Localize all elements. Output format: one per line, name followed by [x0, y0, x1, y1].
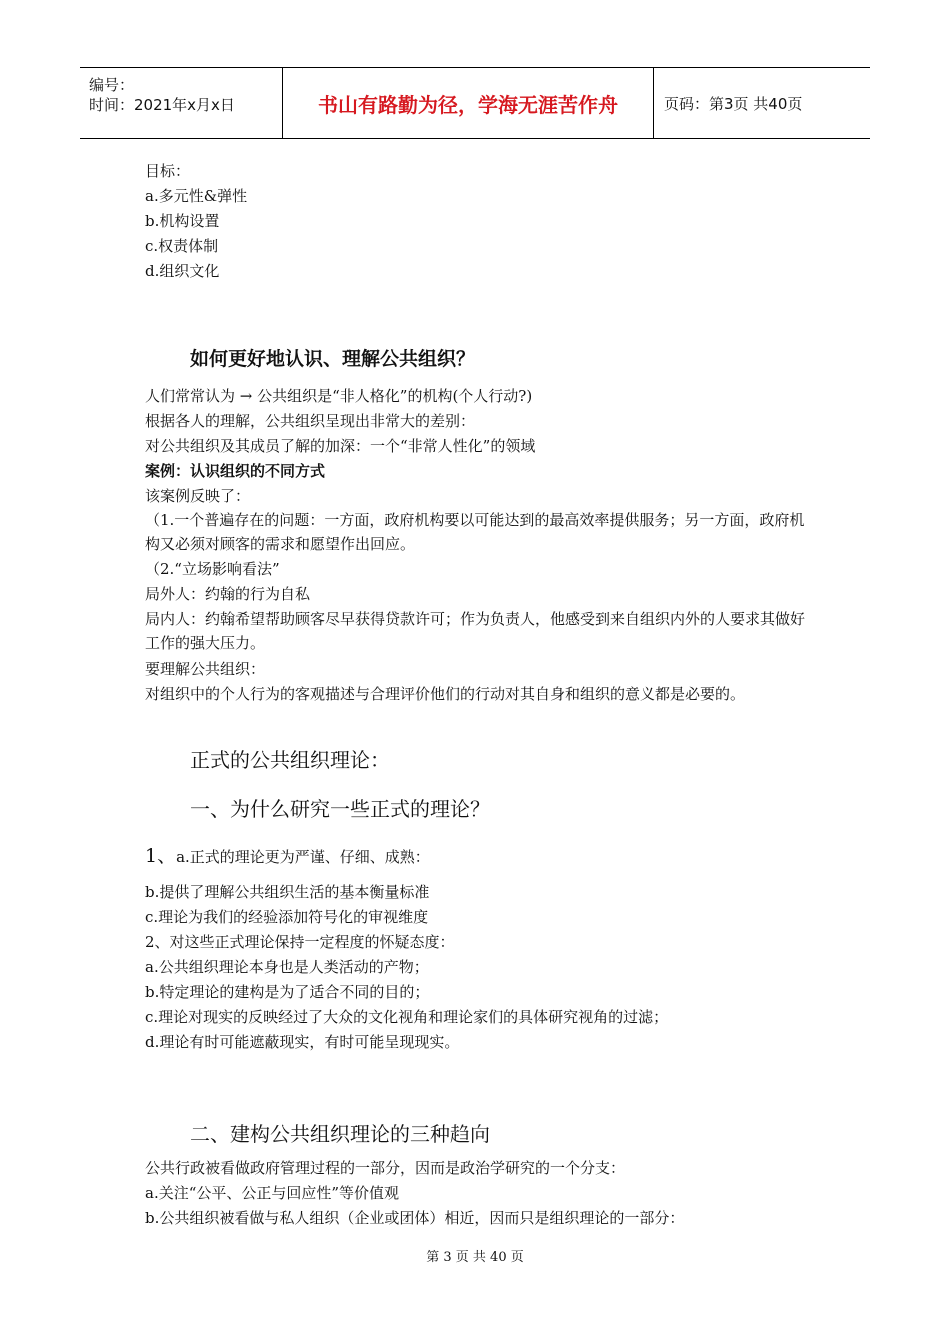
paragraph: 局外人：约翰的行为自私 [145, 585, 311, 603]
header-meta-cell [80, 68, 283, 138]
list-item: b.特定理论的建构是为了适合不同的目的； [145, 983, 430, 1001]
section-heading: 如何更好地认识、理解公共组织？ [190, 348, 476, 370]
goal-item: c.权责体制 [145, 237, 219, 255]
list-text: a.正式的理论更为严谨、仔细、成熟： [176, 848, 430, 866]
paragraph: （1.一个普遍存在的问题：一方面，政府机构要以可能达到的最高效率提供服务；另一方面，政府机构又必须对顾客的需求和愿望作出回应。 [145, 511, 805, 553]
section-heading: 一、为什么研究一些正式的理论？ [190, 797, 490, 821]
paragraph: a.关注“公平、公正与回应性”等价值观 [145, 1184, 400, 1202]
list-item: a.公共组织理论本身也是人类活动的产物； [145, 958, 429, 976]
list-item: b.提供了理解公共组织生活的基本衡量标准 [145, 883, 430, 901]
number-label: 编号： [89, 76, 135, 94]
paragraph: 对组织中的个人行为的客观描述与合理评价他们的行动对其自身和组织的意义都是必要的。 [145, 685, 746, 703]
header-table [80, 67, 870, 139]
case-title: 案例：认识组织的不同方式 [145, 462, 326, 480]
paragraph: 局内人：约翰希望帮助顾客尽早获得贷款许可；作为负责人，他感受到来自组织内外的人要求其做好工作的强大压力。 [145, 610, 806, 652]
paragraph: 对公共组织及其成员了解的加深：一个“非常人性化”的领域 [145, 437, 536, 455]
section-heading: 二、建构公共组织理论的三种趋向 [190, 1122, 490, 1146]
goal-item: b.机构设置 [145, 212, 220, 230]
list-item: c.理论对现实的反映经过了大众的文化视角和理论家们的具体研究视角的过滤； [145, 1008, 669, 1026]
paragraph: 人们常常认为 → 公共组织是“非人格化”的机构(个人行动?) [145, 387, 533, 405]
page-footer: 第 3 页 共 40 页 [426, 1250, 524, 1265]
page-info: 页码：第3页 共40页 [664, 94, 803, 113]
list-number: 1、 [145, 845, 177, 867]
list-item [145, 845, 430, 868]
list-item: 2、对这些正式理论保持一定程度的怀疑态度： [145, 933, 455, 951]
paragraph: 该案例反映了： [145, 487, 251, 505]
paragraph: 要理解公共组织： [145, 660, 266, 678]
goal-item: a.多元性&弹性 [145, 187, 248, 205]
motto: 书山有路勤为径，学海无涯苦作舟 [283, 68, 654, 138]
paragraph: 根据各人的理解，公共组织呈现出非常大的差别： [145, 412, 476, 430]
paragraph: 公共行政被看做政府管理过程的一部分，因而是政治学研究的一个分支： [145, 1159, 626, 1177]
paragraph: b.公共组织被看做与私人组织（企业或团体）相近，因而只是组织理论的一部分： [145, 1209, 685, 1227]
paragraph: （2.“立场影响看法” [145, 560, 280, 578]
goal-item: d.组织文化 [145, 262, 220, 280]
list-item: d.理论有时可能遮蔽现实，有时可能呈现现实。 [145, 1033, 460, 1051]
time-label: 时间：2021年x月x日 [89, 96, 235, 114]
section-heading: 正式的公共组织理论： [190, 748, 390, 772]
goals-title: 目标： [145, 162, 191, 180]
list-item: c.理论为我们的经验添加符号化的审视维度 [145, 908, 429, 926]
